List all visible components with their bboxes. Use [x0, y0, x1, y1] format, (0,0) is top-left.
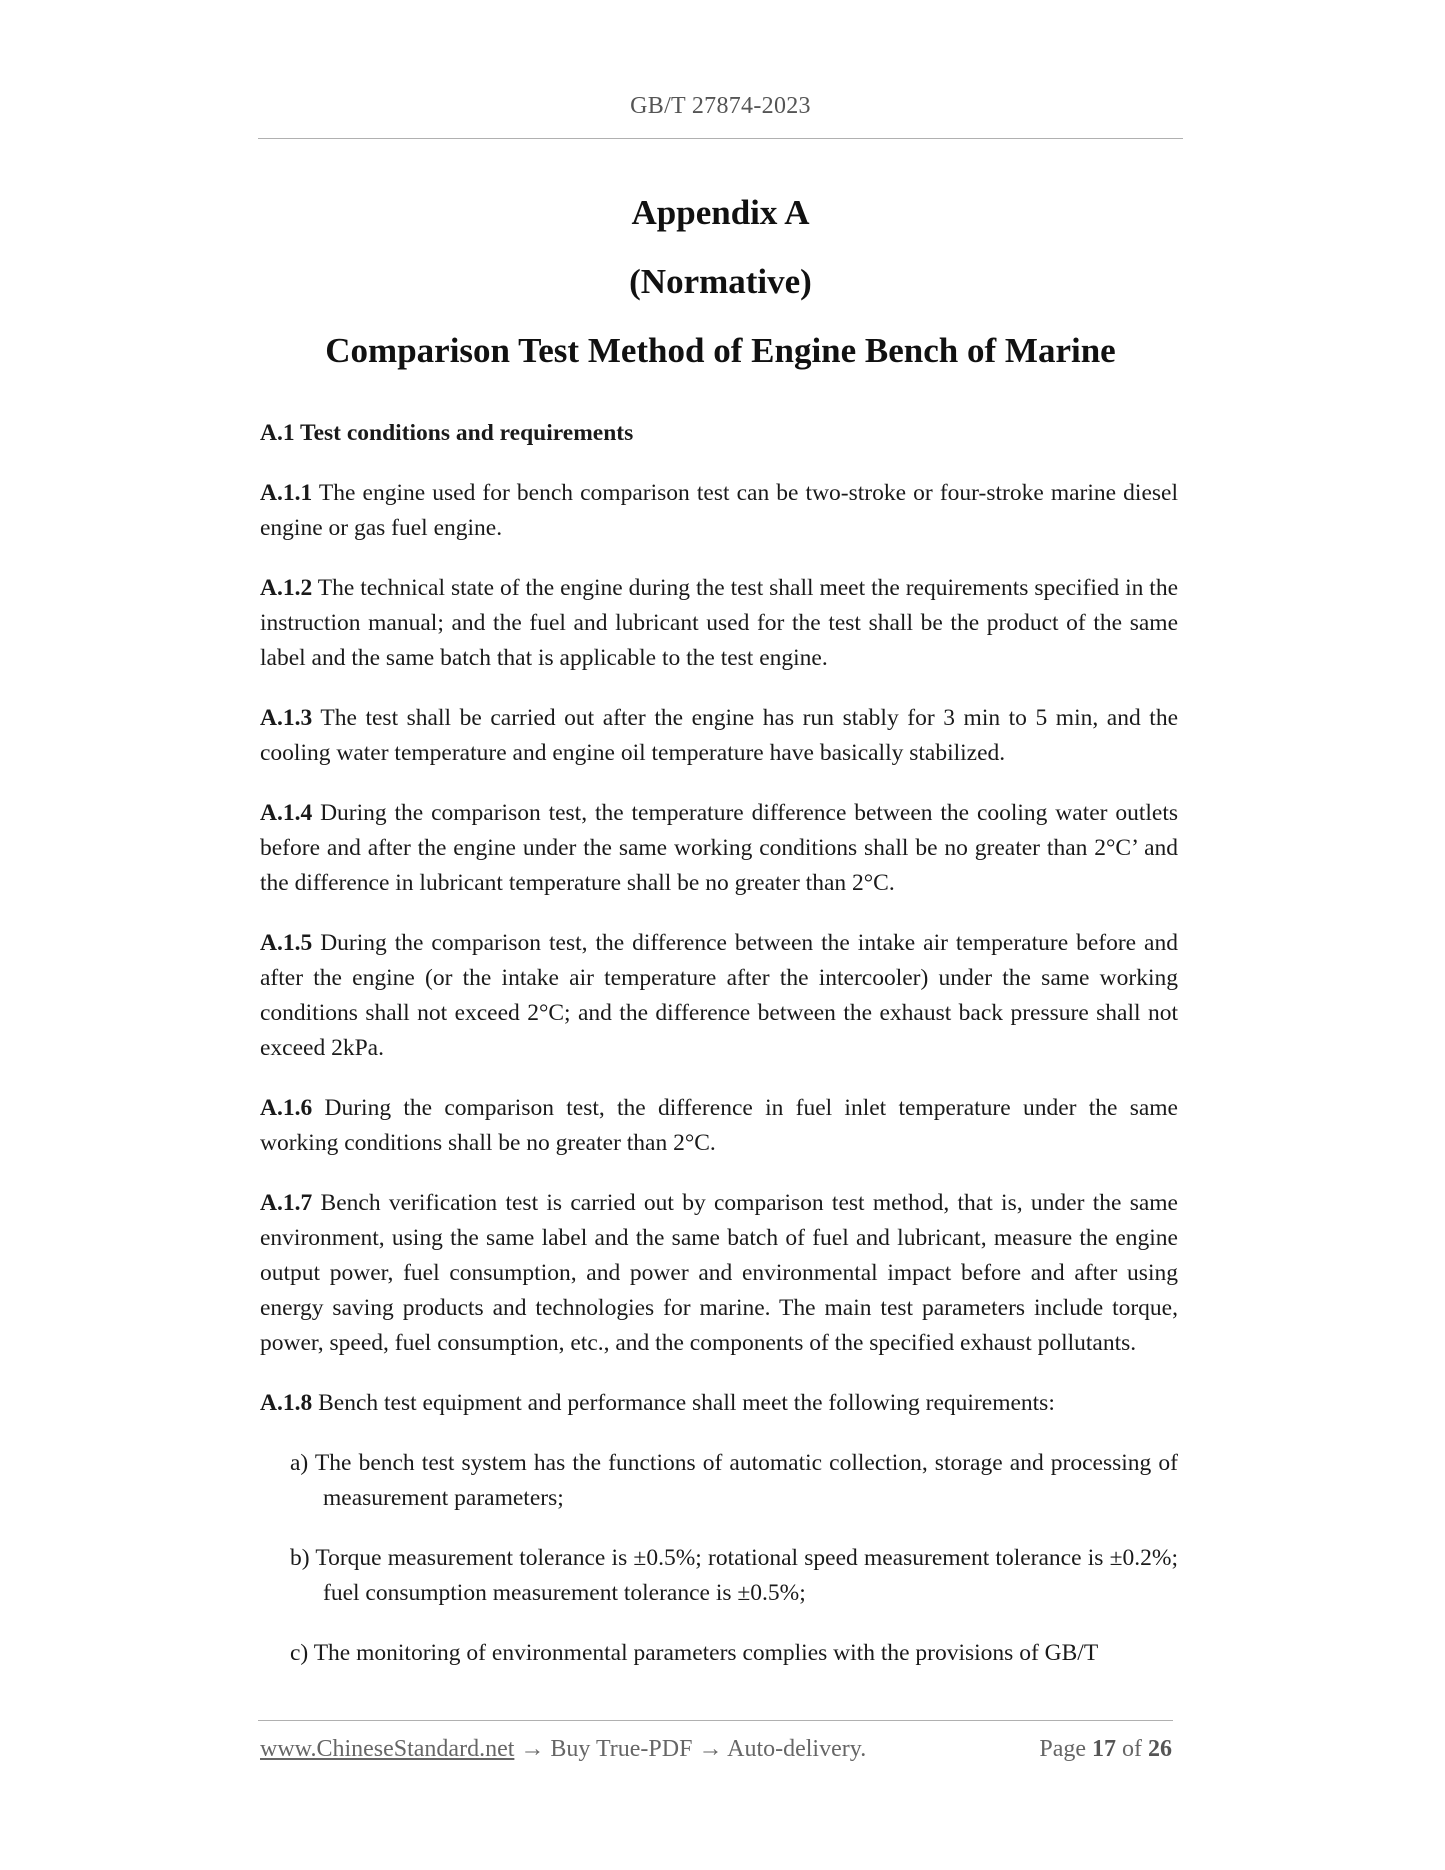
clause-number: A.1.8 — [260, 1390, 313, 1416]
clause-text: The test shall be carried out after the engine has run stably for 3 min to 5 min, and the cooling water temperature and engine oil temperature have basically stabilized. — [260, 705, 1178, 766]
appendix-title — [258, 193, 1183, 371]
clause-a-1-4 — [260, 796, 1178, 901]
clause-text: During the comparison test, the difference in fuel inlet temperature under the same working conditions shall be no greater than 2°C. — [260, 1095, 1178, 1156]
site-link[interactable]: www.ChineseStandard.net — [260, 1736, 515, 1762]
clause-a-1-2 — [260, 571, 1178, 676]
running-header: GB/T 27874-2023 — [630, 93, 811, 119]
appendix-normative: (Normative) — [629, 262, 812, 301]
list-item-b: b) Torque measurement tolerance is ±0.5%; rotational speed measurement tolerance is ±0.2%; fuel consumption measurement tolerance is ±0.5%; — [290, 1545, 1178, 1606]
clause-text: Bench test equipment and performance shall meet the following requirements: — [312, 1390, 1055, 1416]
page-indicator — [1039, 1736, 1172, 1763]
clause-text: During the comparison test, the difference between the intake air temperature before and after the engine (or the intake air temperature after the intercooler) under the same working conditions shall not exceed 2°C; and the difference between the exhaust back pressure shall not exceed 2kPa. — [260, 930, 1178, 1061]
list-item-c: c) The monitoring of environmental parameters complies with the provisions of GB/T — [290, 1640, 1099, 1666]
footer-tagline: → Buy True-PDF → Auto-delivery. — [514, 1736, 867, 1762]
list-item-a: a) The bench test system has the functions of automatic collection, storage and processing of measurement parameters; — [290, 1450, 1178, 1511]
clause-number: A.1.5 — [260, 930, 313, 956]
clause-number: A.1.2 — [260, 575, 313, 601]
footer-promo — [260, 1736, 866, 1763]
clause-number: A.1.1 — [260, 480, 313, 506]
clause-text: The technical state of the engine during the test shall meet the requirements specified in the instruction manual; and the fuel and lubricant used for the test shall be the product of the same label and the same batch that is applicable to the test engine. — [260, 575, 1178, 671]
clause-a-1-1 — [260, 476, 1178, 546]
clause-a-1-3 — [260, 701, 1178, 771]
clause-text: During the comparison test, the temperature difference between the cooling water outlets before and after the engine under the same working conditions shall be no greater than 2°C’ and the difference in lubricant temperature shall be no greater than 2°C. — [260, 800, 1178, 896]
header-divider — [258, 138, 1183, 139]
clause-a-1-7 — [260, 1186, 1178, 1361]
clause-number: A.1.6 — [260, 1095, 313, 1121]
page-total: 26 — [1148, 1736, 1172, 1762]
clause-text: The engine used for bench comparison test can be two-stroke or four-stroke marine diesel engine or gas fuel engine. — [260, 480, 1178, 541]
clause-a-1-5 — [260, 926, 1178, 1066]
clause-a-1-6 — [260, 1091, 1178, 1161]
page-current: 17 — [1092, 1736, 1116, 1762]
document-body — [260, 416, 1178, 1696]
page-of-label: of — [1116, 1736, 1148, 1762]
clause-a-1-8 — [260, 1386, 1178, 1421]
appendix-label: Appendix A — [631, 193, 810, 232]
page-label: Page — [1039, 1736, 1092, 1762]
appendix-heading: Comparison Test Method of Engine Bench of Marine — [325, 331, 1116, 370]
clause-number: A.1.3 — [260, 705, 313, 731]
clause-number: A.1.7 — [260, 1190, 313, 1216]
footer-divider — [258, 1720, 1173, 1721]
clause-number: A.1.4 — [260, 800, 313, 826]
clause-text: Bench verification test is carried out by comparison test method, that is, under the same environment, using the same label and the same batch of fuel and lubricant, measure the engine output power, fuel consumption, and power and environmental impact before and after using energy saving products and technologies for marine. The main test parameters include torque, power, speed, fuel consumption, etc., and the components of the specified exhaust pollutants. — [260, 1190, 1178, 1356]
section-heading: A.1 Test conditions and requirements — [260, 420, 634, 446]
